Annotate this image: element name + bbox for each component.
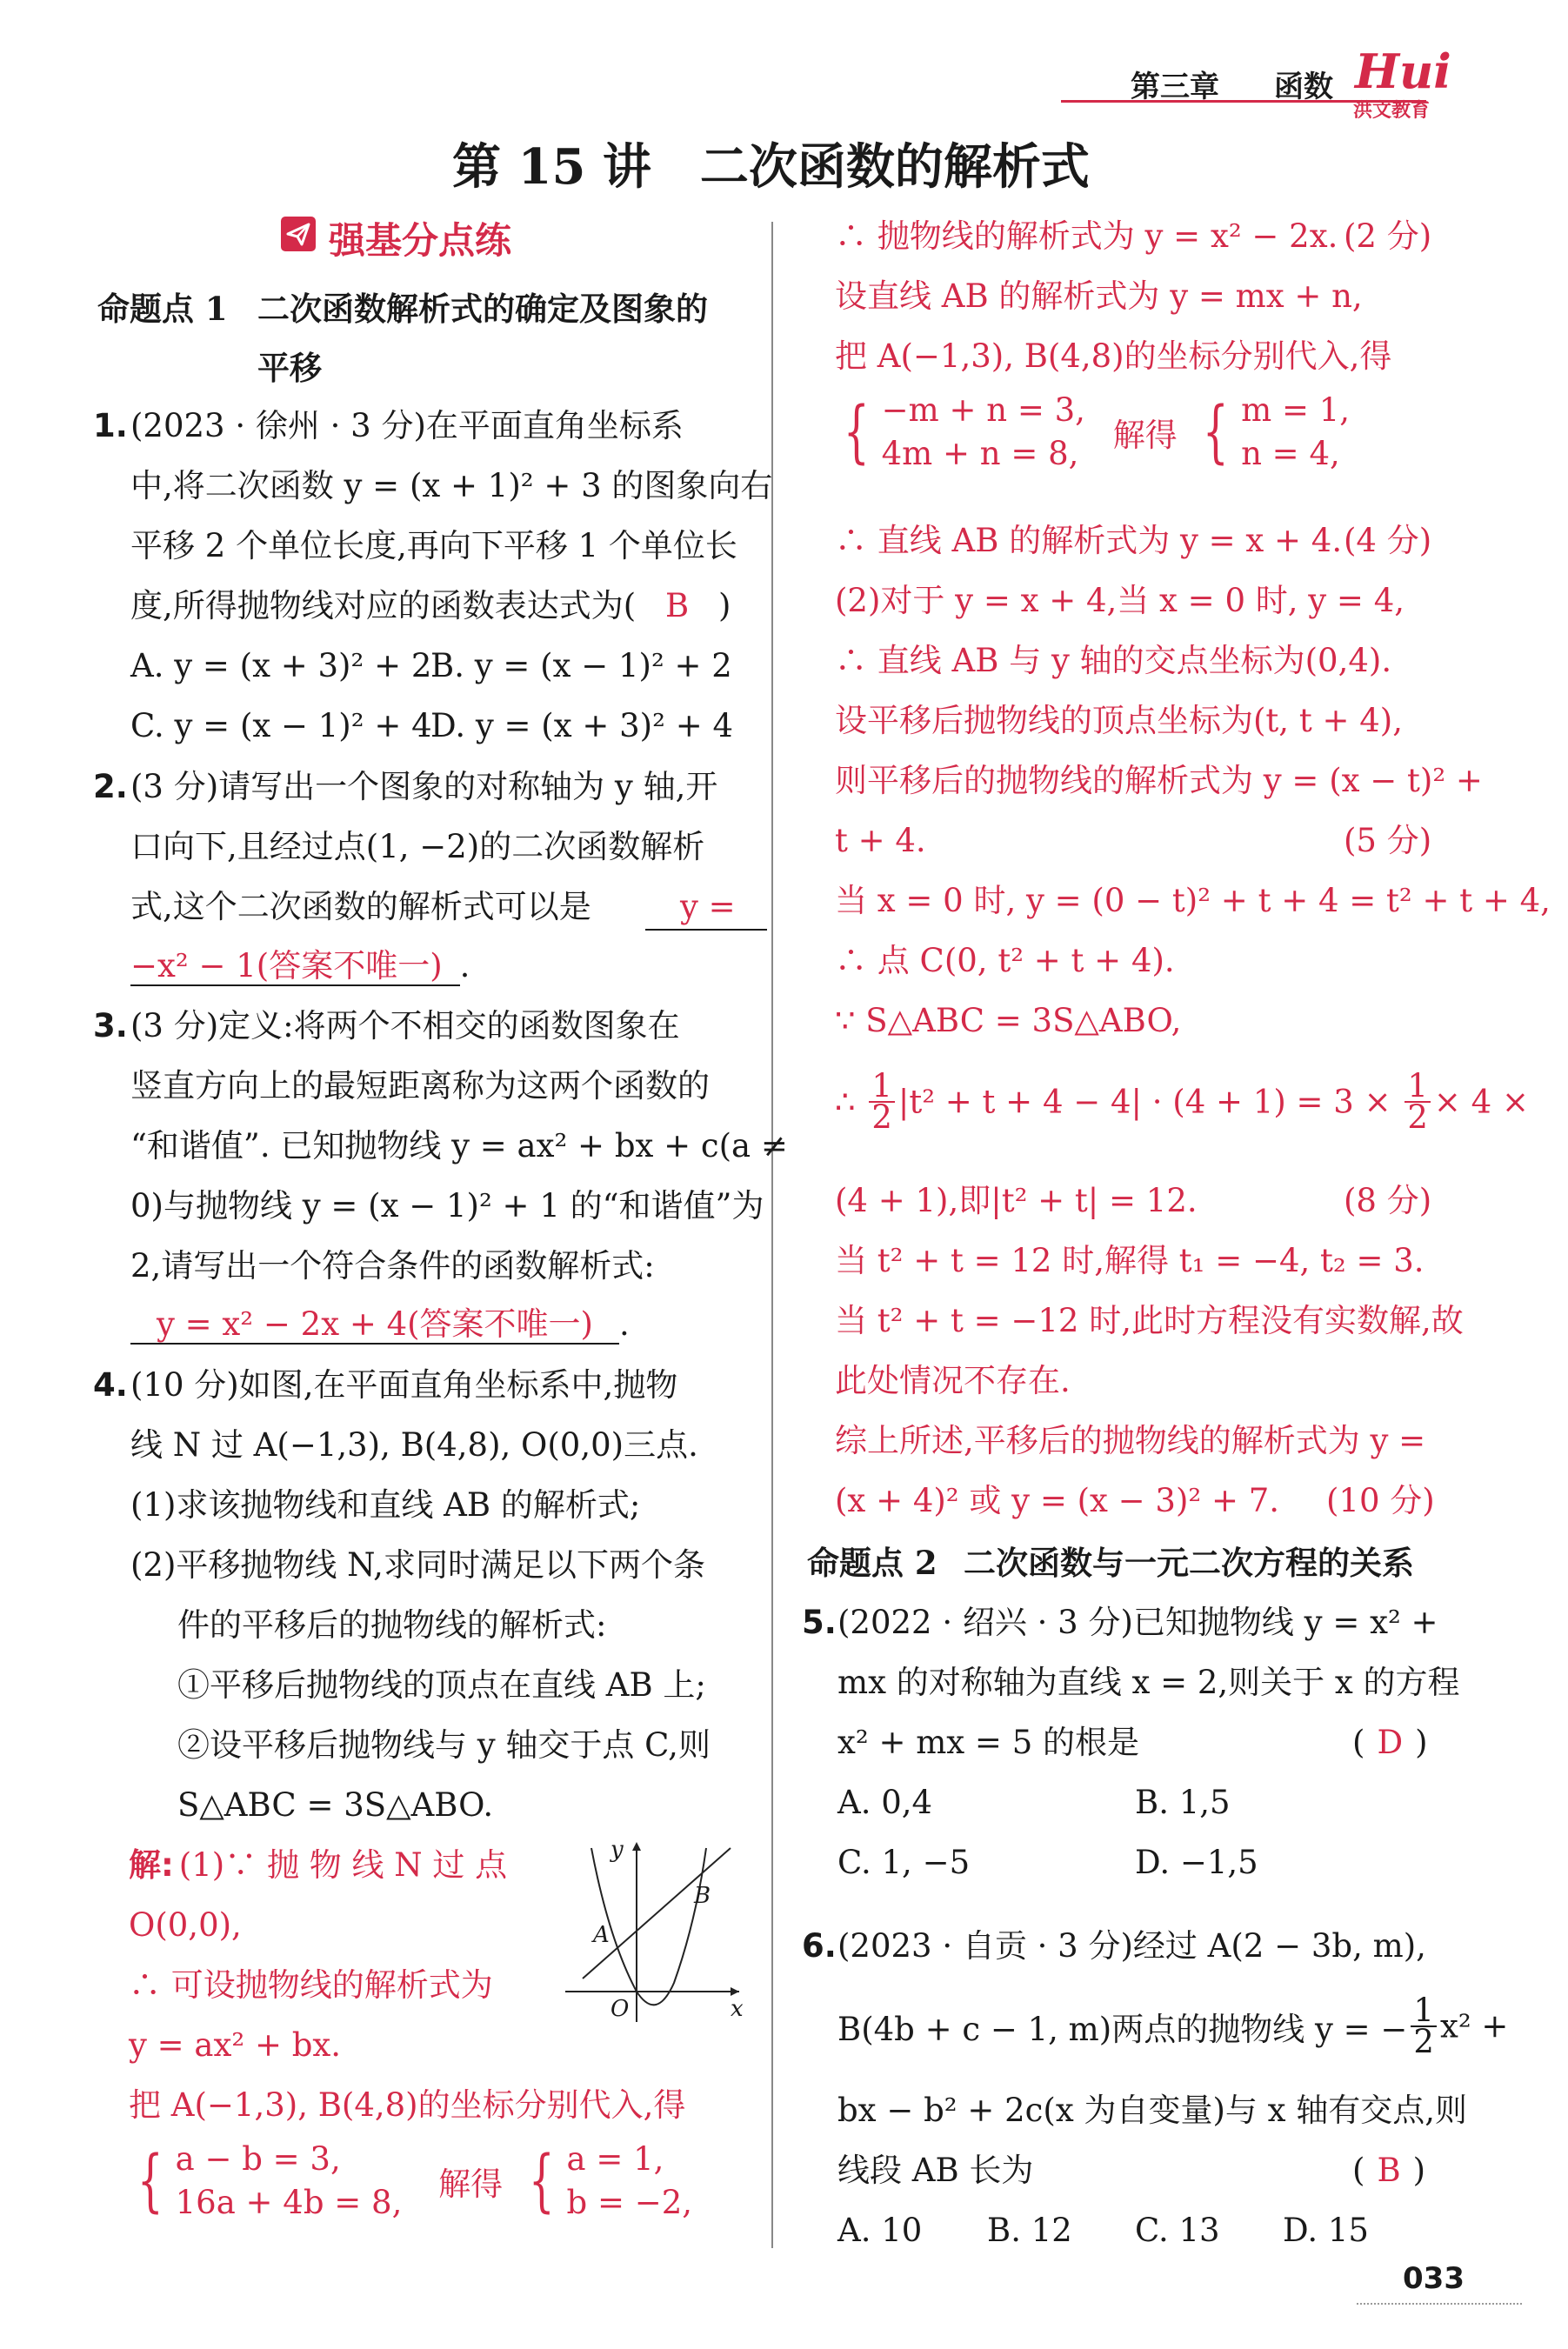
numerator: 1 (869, 1071, 895, 1103)
question-text (130, 584, 731, 628)
option-c: C. 13 (1135, 2212, 1220, 2249)
brace-symbol: { (1203, 393, 1230, 471)
solve-label: 解得 (1112, 417, 1178, 454)
topic1-title-cont: 平移 (257, 349, 322, 387)
denominator: 2 (1407, 1098, 1428, 1136)
topic2-title: 二次函数与一元二次方程的关系 (964, 1544, 1414, 1582)
solution-line: t + 4. (835, 822, 926, 859)
fill-answer: y = (645, 885, 767, 931)
question-text: 2,请写出一个符合条件的函数解析式: (130, 1247, 655, 1285)
equation: 16a + 4b = 8, (175, 2184, 403, 2221)
option-a: A. y = (x + 3)² + 2 (130, 647, 432, 684)
solution-line (129, 1844, 507, 1887)
fill-answer-line (130, 1303, 630, 1346)
solution-line: (2)对于 y = x + 4,当 x = 0 时, y = 4, (835, 582, 1405, 619)
question-text: 线段 AB 长为 (837, 2152, 1034, 2189)
question-number: 3. (93, 1007, 128, 1044)
point-b-label: B (694, 1883, 711, 1909)
brace-symbol: { (843, 393, 870, 471)
score-mark: (8 分) (1344, 1182, 1432, 1219)
option-c: C. 1, −5 (837, 1844, 971, 1881)
sub-question-1: (1)求该抛物线和直线 AB 的解析式; (130, 1486, 641, 1524)
score-mark: (2 分) (1344, 217, 1432, 255)
solution-line: 当 t² + t = 12 时,解得 t₁ = −4, t₂ = 3. (835, 1242, 1425, 1279)
option-d: D. −1,5 (1135, 1844, 1258, 1881)
page-title: 第 15 讲 二次函数的解析式 (452, 138, 1090, 196)
option-d: D. 15 (1283, 2212, 1369, 2249)
question-text: x² + mx = 5 的根是 (837, 1724, 1140, 1761)
equation-system (835, 389, 1350, 476)
answer-choice: B (664, 587, 690, 624)
question-text: (2023 · 徐州 · 3 分)在平面直角坐标系 (130, 407, 684, 444)
equation: a − b = 3, (175, 2140, 341, 2178)
question-text: bx − b² + 2c(x 为自变量)与 x 轴有交点,则 (837, 2092, 1468, 2129)
coordinate-figure (557, 1835, 748, 2026)
solution-line: 此处情况不存在. (835, 1362, 1071, 1399)
sub-question-2-cont: 件的平移后的抛物线的解析式: (177, 1606, 607, 1644)
question-text: 0)与抛物线 y = (x − 1)² + 1 的“和谐值”为 (130, 1187, 764, 1225)
question-text: 口向下,且经过点(1, −2)的二次函数解析 (130, 828, 705, 865)
solution-line: y = ax² + bx. (129, 2026, 342, 2064)
solution-line: (4 + 1),即|t² + t| = 12. (835, 1182, 1198, 1219)
origin-label: O (611, 1996, 630, 2022)
banner-label: 强基分点练 (329, 219, 512, 262)
solution-line: O(0,0), (129, 1906, 242, 1944)
option-a: A. 10 (837, 2212, 923, 2249)
logo-mark: Hui (1355, 43, 1451, 99)
solution-line: 当 x = 0 时, y = (0 − t)² + t + 4 = t² + t + 4, (835, 882, 1551, 919)
score-mark: (5 分) (1344, 822, 1432, 859)
subject-label: 函数 (1274, 70, 1333, 104)
solution-line: (x + 4)² 或 y = (x − 3)² + 7. (835, 1482, 1280, 1519)
question-stem: x² + (1439, 2007, 1509, 2045)
equation-stack (882, 389, 1085, 476)
solution-label: 解: (129, 1846, 174, 1884)
solution-line: ∴ 直线 AB 与 y 轴的交点坐标为(0,4). (835, 642, 1392, 679)
fraction-half (869, 1067, 895, 1136)
question-stem: 度,所得抛物线对应的函数表达式为( (130, 587, 637, 624)
fill-answer: −x² − 1(答案不唯一) (130, 947, 460, 986)
numerator: 1 (1411, 1996, 1437, 2027)
option-d: D. y = (x + 3)² + 4 (430, 707, 733, 744)
solution-text: (1)∵ 抛 物 线 N 过 点 (178, 1846, 508, 1884)
equation: −m + n = 3, (881, 391, 1085, 429)
question-text: (10 分)如图,在平面直角坐标系中,抛物 (130, 1366, 678, 1404)
bracket-open: ( (1352, 1724, 1365, 1761)
equation-stack (567, 2138, 693, 2225)
equation: m = 1, (1241, 391, 1351, 429)
question-number: 6. (802, 1927, 837, 1965)
solution-fraction-line (835, 1067, 1529, 1136)
y-axis-label: y (611, 1837, 624, 1863)
equation: 4m + n = 8, (881, 435, 1079, 472)
answer-bracket: ) (717, 587, 731, 624)
question-number: 2. (93, 768, 128, 805)
option-b: B. 1,5 (1135, 1784, 1231, 1821)
question-stem: B(4b + c − 1, m)两点的抛物线 y = − (837, 2011, 1408, 2048)
answer-choice: D (1377, 1724, 1404, 1761)
bracket-open: ( (1352, 2152, 1365, 2189)
equation-system (129, 2138, 692, 2225)
brace-symbol: { (137, 2142, 163, 2220)
solve-label: 解得 (438, 2165, 504, 2203)
question-number: 1. (93, 407, 128, 444)
bracket-close: ) (1412, 2152, 1426, 2189)
equation-stack (1241, 389, 1350, 476)
denominator: 2 (1413, 2023, 1434, 2060)
solution-line: 设直线 AB 的解析式为 y = mx + n, (835, 277, 1363, 315)
answer-bracket (1352, 1721, 1428, 1765)
solution-line: ∴ 可设抛物线的解析式为 (129, 1966, 493, 2004)
question-number: 4. (93, 1366, 128, 1404)
equation: b = −2, (566, 2184, 693, 2221)
condition-2: ②设平移后抛物线与 y 轴交于点 C,则 (177, 1726, 711, 1764)
solution-line: 当 t² + t = −12 时,此时方程没有实数解,故 (835, 1302, 1464, 1339)
x-axis-label: x (731, 1996, 744, 2022)
equation: a = 1, (566, 2140, 664, 2178)
fraction-half (1405, 1067, 1431, 1136)
end-punct: . (619, 1305, 630, 1343)
equation-stack (176, 2138, 403, 2225)
numerator: 1 (1405, 1071, 1431, 1103)
page-number-rule (1357, 2303, 1522, 2305)
question-text (837, 1992, 1509, 2060)
score-mark: (10 分) (1326, 1482, 1435, 1519)
condition-1: ①平移后抛物线的顶点在直线 AB 上; (177, 1666, 706, 1704)
option-b: B. 12 (987, 2212, 1072, 2249)
page-number: 033 (1403, 2261, 1465, 2296)
end-punct: . (459, 947, 470, 984)
question-text: mx 的对称轴为直线 x = 2,则关于 x 的方程 (837, 1664, 1460, 1701)
condition-3: S△ABC = 3S△ABO. (177, 1786, 494, 1824)
answer-choice: B (1377, 2152, 1401, 2189)
fraction-half (1411, 1992, 1437, 2060)
solution-line: ∴ 抛物线的解析式为 y = x² − 2x. (835, 217, 1338, 255)
point-a-label: A (593, 1922, 610, 1948)
option-c: C. y = (x − 1)² + 4 (130, 707, 432, 744)
paper-plane-icon (280, 216, 317, 252)
brace-symbol: { (528, 2142, 555, 2220)
solution-line: ∴ 直线 AB 的解析式为 y = x + 4. (835, 522, 1343, 559)
question-text: (2023 · 自贡 · 3 分)经过 A(2 − 3b, m), (837, 1927, 1426, 1965)
question-text: 竖直方向上的最短距离称为这两个函数的 (130, 1067, 710, 1104)
equation: × 4 × (1433, 1083, 1529, 1121)
solution-line: 把 A(−1,3), B(4,8)的坐标分别代入,得 (835, 337, 1392, 375)
solution-line: ∵ S△ABC = 3S△ABO, (835, 1002, 1182, 1039)
question-text: “和谐值”. 已知抛物线 y = ax² + bx + c(a ≠ (130, 1127, 788, 1164)
question-text: 线 N 过 A(−1,3), B(4,8), O(0,0)三点. (130, 1426, 698, 1464)
equation: |t² + t + 4 − 4| · (4 + 1) = 3 × (897, 1083, 1391, 1121)
question-text: (3 分)定义:将两个不相交的函数图象在 (130, 1007, 680, 1044)
sub-question-2: (2)平移抛物线 N,求同时满足以下两个条 (130, 1546, 705, 1584)
solution-line: 综上所述,平移后的抛物线的解析式为 y = (835, 1422, 1426, 1459)
column-divider (771, 222, 773, 2248)
question-text: (3 分)请写出一个图象的对称轴为 y 轴,开 (130, 768, 718, 805)
fill-answer-line (130, 944, 470, 988)
topic2-label: 命题点 2 (807, 1544, 937, 1582)
solution-line: ∴ 点 C(0, t² + t + 4). (835, 942, 1175, 979)
question-text: (2022 · 绍兴 · 3 分)已知抛物线 y = x² + (837, 1604, 1438, 1641)
solution-line: 则平移后的抛物线的解析式为 y = (x − t)² + (835, 762, 1483, 799)
denominator: 2 (871, 1098, 892, 1136)
option-b: B. y = (x − 1)² + 2 (430, 647, 732, 684)
bracket-close: ) (1415, 1724, 1428, 1761)
question-text: 平移 2 个单位长度,再向下平移 1 个单位长 (130, 527, 737, 564)
answer-bracket (1352, 2149, 1425, 2192)
topic1-label: 命题点 1 (97, 290, 228, 328)
therefore-symbol: ∴ (835, 1083, 856, 1121)
solution-line: 把 A(−1,3), B(4,8)的坐标分别代入,得 (129, 2086, 686, 2124)
fill-answer: y = x² − 2x + 4(答案不唯一) (130, 1305, 619, 1345)
question-text: 式,这个二次函数的解析式可以是 (130, 888, 591, 925)
score-mark: (4 分) (1344, 522, 1432, 559)
question-number: 5. (802, 1604, 837, 1641)
solution-line: 设平移后抛物线的顶点坐标为(t, t + 4), (835, 702, 1403, 739)
logo-subtext: 洪文教育 (1353, 100, 1431, 122)
option-a: A. 0,4 (837, 1784, 933, 1821)
chapter-label: 第三章 (1131, 70, 1219, 104)
equation: n = 4, (1241, 435, 1340, 472)
question-text: 中,将二次函数 y = (x + 1)² + 3 的图象向右 (130, 467, 773, 504)
topic1-title: 二次函数解析式的确定及图象的 (257, 290, 708, 328)
